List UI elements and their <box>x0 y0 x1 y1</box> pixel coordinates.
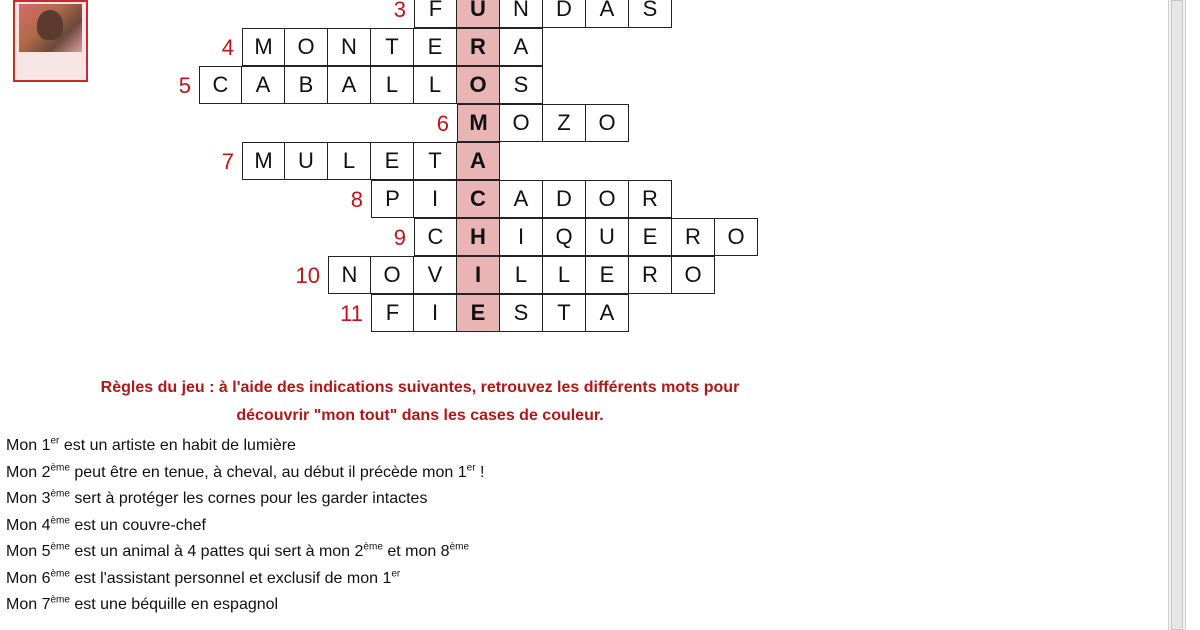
letter-cell[interactable]: I <box>414 294 457 332</box>
letter-cell[interactable]: A <box>242 66 285 104</box>
key-cell[interactable]: O <box>457 66 500 104</box>
letter-cell[interactable]: D <box>543 0 586 28</box>
key-cell[interactable]: U <box>457 0 500 28</box>
letter-cell[interactable]: Q <box>543 218 586 256</box>
clue-text: Mon 3 <box>6 490 51 507</box>
clue-superscript: ème <box>363 541 383 553</box>
thumbnail-artwork <box>19 4 82 52</box>
letter-cell[interactable]: R <box>629 180 672 218</box>
clue-superscript: ème <box>50 488 70 500</box>
letter-cell[interactable]: S <box>500 294 543 332</box>
clue-text: ! <box>475 463 485 481</box>
clue-superscript: ème <box>50 541 70 553</box>
row-number-10: 10 <box>295 263 320 288</box>
letter-cell[interactable]: E <box>629 218 672 256</box>
scrollbar-thumb[interactable] <box>1171 0 1183 630</box>
clue-text: Mon 6 <box>6 569 51 587</box>
letter-cell[interactable]: N <box>500 0 543 28</box>
row-number-7: 7 <box>221 149 234 174</box>
clue-superscript: er <box>391 568 401 580</box>
letter-cell[interactable]: A <box>500 180 543 218</box>
row-number-5: 5 <box>178 73 191 98</box>
row-number-8: 8 <box>350 187 363 212</box>
key-cell[interactable]: C <box>457 180 500 218</box>
key-cell[interactable]: M <box>457 104 500 142</box>
letter-cell[interactable]: O <box>672 256 715 294</box>
letter-cell[interactable]: E <box>371 142 414 180</box>
clue-superscript: ème <box>50 594 70 606</box>
clue-text: est un artiste en habit de lumière <box>59 437 296 454</box>
letter-cell[interactable]: C <box>199 66 242 104</box>
clue-line <box>6 464 484 482</box>
clue-line <box>6 543 469 561</box>
clue-superscript: er <box>466 462 476 474</box>
clue-text: peut être en tenue, à cheval, au début il précède mon 1 <box>69 463 467 481</box>
letter-cell[interactable]: Z <box>543 104 586 142</box>
key-cell[interactable]: I <box>457 256 500 294</box>
letter-cell[interactable]: R <box>629 256 672 294</box>
letter-cell[interactable]: I <box>500 218 543 256</box>
letter-cell[interactable]: U <box>586 218 629 256</box>
clue-text: sert à protéger les cornes pour les garder intactes <box>69 490 428 507</box>
letter-cell[interactable]: E <box>414 28 457 66</box>
letter-cell[interactable]: T <box>543 294 586 332</box>
clue-line <box>6 596 278 614</box>
rules-line-1: Règles du jeu : à l'aide des indications suivantes, retrouvez les différents mots pour <box>100 379 740 396</box>
clue-text: Mon 1 <box>6 437 51 454</box>
letter-cell[interactable]: N <box>328 256 371 294</box>
clue-text: Mon 2 <box>6 463 51 481</box>
letter-cell[interactable]: M <box>242 142 285 180</box>
letter-cell[interactable]: F <box>414 0 457 28</box>
row-number-4: 4 <box>221 35 234 60</box>
key-cell[interactable]: R <box>457 28 500 66</box>
letter-cell[interactable]: L <box>328 142 371 180</box>
letter-cell[interactable]: N <box>328 28 371 66</box>
letter-cell[interactable]: A <box>500 28 543 66</box>
clue-text: est une béquille en espagnol <box>69 596 279 613</box>
row-number-3: 3 <box>393 0 406 22</box>
clue-text: est un couvre-chef <box>69 516 206 534</box>
letter-cell[interactable]: L <box>500 256 543 294</box>
letter-cell[interactable]: R <box>672 218 715 256</box>
clue-superscript: ème <box>50 515 70 527</box>
letter-cell[interactable]: A <box>328 66 371 104</box>
letter-cell[interactable]: F <box>371 294 414 332</box>
key-cell[interactable]: A <box>457 142 500 180</box>
letter-cell[interactable]: T <box>371 28 414 66</box>
letter-cell[interactable]: O <box>715 218 758 256</box>
clue-line <box>6 570 400 588</box>
clue-text: Mon 4 <box>6 516 51 534</box>
letter-cell[interactable]: O <box>285 28 328 66</box>
letter-cell[interactable]: B <box>285 66 328 104</box>
letter-cell[interactable]: P <box>371 180 414 218</box>
letter-cell[interactable]: S <box>629 0 672 28</box>
letter-cell[interactable]: A <box>586 0 629 28</box>
clue-superscript: ème <box>449 541 470 553</box>
letter-cell[interactable]: M <box>242 28 285 66</box>
letter-cell[interactable]: L <box>371 66 414 104</box>
clue-text: est l'assistant personnel et exclusif de mon 1 <box>69 569 392 587</box>
clue-text: Mon 7 <box>6 596 51 613</box>
letter-cell[interactable]: O <box>500 104 543 142</box>
vertical-scrollbar[interactable] <box>1168 0 1186 630</box>
clue-text: est un animal à 4 pattes qui sert à mon 2 <box>69 543 364 560</box>
letter-cell[interactable]: D <box>543 180 586 218</box>
letter-cell[interactable]: L <box>543 256 586 294</box>
letter-cell[interactable]: O <box>586 180 629 218</box>
row-number-9: 9 <box>393 225 406 250</box>
clue-superscript: ème <box>50 568 70 580</box>
key-cell[interactable]: H <box>457 218 500 256</box>
thumbnail-image <box>13 0 88 82</box>
row-number-11: 11 <box>340 301 363 326</box>
letter-cell[interactable]: L <box>414 66 457 104</box>
letter-cell[interactable]: E <box>586 256 629 294</box>
letter-cell[interactable]: O <box>586 104 629 142</box>
letter-cell[interactable]: A <box>586 294 629 332</box>
letter-cell[interactable]: T <box>414 142 457 180</box>
letter-cell[interactable]: S <box>500 66 543 104</box>
rules-line-2: découvrir "mon tout" dans les cases de couleur. <box>236 407 604 424</box>
clue-text: et mon 8 <box>382 543 450 560</box>
clue-line <box>6 517 206 535</box>
key-cell[interactable]: E <box>457 294 500 332</box>
clue-line <box>6 490 427 508</box>
row-number-6: 6 <box>436 111 449 136</box>
clue-line <box>6 437 296 455</box>
clue-superscript: ème <box>50 462 70 474</box>
letter-cell[interactable]: U <box>285 142 328 180</box>
clue-text: Mon 5 <box>6 543 51 560</box>
letter-cell[interactable]: I <box>414 180 457 218</box>
letter-cell[interactable]: C <box>414 218 457 256</box>
letter-cell[interactable]: V <box>414 256 457 294</box>
letter-cell[interactable]: O <box>371 256 414 294</box>
clue-superscript: er <box>50 435 60 447</box>
